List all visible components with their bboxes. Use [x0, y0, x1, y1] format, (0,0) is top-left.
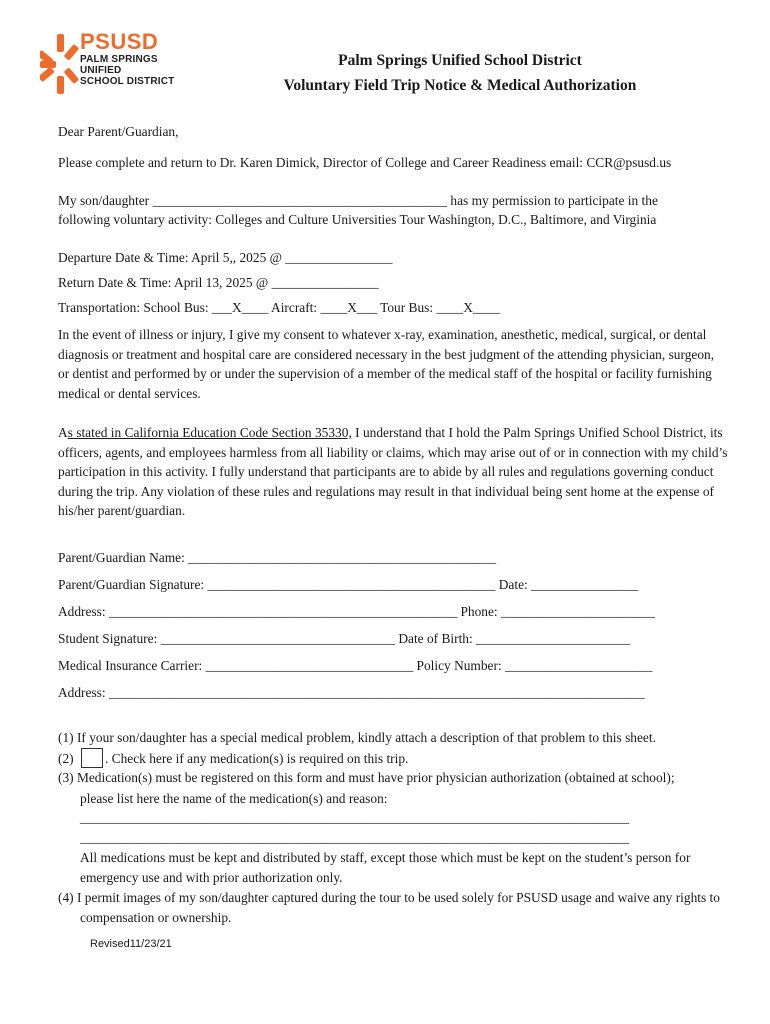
medication-blank-2: __________________________________________________________________________________	[80, 830, 630, 845]
note-1: (1) If your son/daughter has a special medical problem, kindly attach a description of that problem to this sheet.	[58, 730, 656, 745]
note-2	[58, 748, 408, 768]
guardian-name-field: Parent/Guardian Name: ______________________________________________	[58, 550, 497, 565]
note-4: (4) I permit images of my son/daughter captured during the tour to be used solely for PSUSD usage and waive any rights to compensation or ownership.	[58, 890, 720, 925]
sunburst-icon	[40, 30, 80, 98]
logo-line-1: PALM SPRINGS	[80, 54, 158, 65]
harmless-text: I understand that I hold the Palm Springs Unified School District, its officers, agents, and employees harmless from all liability or claims, which may arise out of or in connection with my child’s participation in this activity. I fully understand that participants are to abide by all rules and regulations governing conduct during the trip. Any violation of these rules and regulations may result in that individual being sent home at the expense of his/her parent/guardian.	[58, 425, 728, 518]
harmless-paragraph	[58, 423, 728, 521]
note-2-number: (2)	[58, 751, 77, 766]
revision-date: Revised11/23/21	[90, 938, 172, 950]
staff-note: All medications must be kept and distributed by staff, except those which must be kept on the student’s person for emergency use and with prior authorization only.	[80, 850, 691, 885]
logo-wordmark: PSUSD	[80, 29, 159, 54]
permission-line-2: following voluntary activity: Colleges and Culture Universities Tour Washington, D.C., Baltimore, and Virginia	[58, 212, 657, 227]
note-3-line-1: (3) Medication(s) must be registered on this form and must have prior physician authorization (obtained at school);	[58, 770, 675, 785]
transportation-field: Transportation: School Bus: ___X____ Aircraft: ____X___ Tour Bus: ____X____	[58, 300, 500, 315]
document-title: Palm Springs Unified School District	[338, 52, 582, 69]
note-3-line-2: please list here the name of the medication(s) and reason:	[80, 791, 388, 806]
greeting: Dear Parent/Guardian,	[58, 124, 179, 139]
psusd-logo	[40, 30, 190, 98]
note-2-text: . Check here if any medication(s) is required on this trip.	[104, 751, 409, 766]
departure-field: Departure Date & Time: April 5,, 2025 @ ________________	[58, 250, 393, 265]
address-field-2: Address: ________________________________________________________________________________	[58, 685, 645, 700]
medication-checkbox[interactable]	[81, 748, 103, 768]
harmless-initial: A	[58, 425, 68, 440]
logo-line-3: SCHOOL DISTRICT	[80, 76, 175, 87]
permission-line-1: My son/daughter ____________________________________________ has my permission to participate in the	[58, 193, 658, 208]
student-signature-field: Student Signature: ___________________________________ Date of Birth: _______________________	[58, 631, 631, 646]
address-phone-field: Address: ____________________________________________________ Phone: _______________________	[58, 604, 655, 619]
insurance-field: Medical Insurance Carrier: _______________________________ Policy Number: ______________________	[58, 658, 653, 673]
document-subtitle: Voluntary Field Trip Notice & Medical Authorization	[283, 77, 637, 94]
medication-blank-1: __________________________________________________________________________________	[80, 810, 630, 825]
instruction: Please complete and return to Dr. Karen Dimick, Director of College and Career Readiness email: CCR@psusd.us	[58, 155, 672, 170]
return-field: Return Date & Time: April 13, 2025 @ ________________	[58, 275, 379, 290]
consent-paragraph: In the event of illness or injury, I give my consent to whatever x-ray, examination, anesthetic, medical, surgical, or dental diagnosis or treatment and hospital care are considered necessary in the best judgment of the attending physician, surgeon, or dentist and performed by or under the supervision of a member of the medical staff of the hospital or facility furnishing medical or dental services.	[58, 327, 715, 401]
guardian-signature-field: Parent/Guardian Signature: ___________________________________________ Date: ________________	[58, 577, 639, 592]
education-code-reference: s stated in California Education Code Section 35330,	[67, 425, 352, 440]
logo-line-2: UNIFIED	[80, 65, 122, 76]
